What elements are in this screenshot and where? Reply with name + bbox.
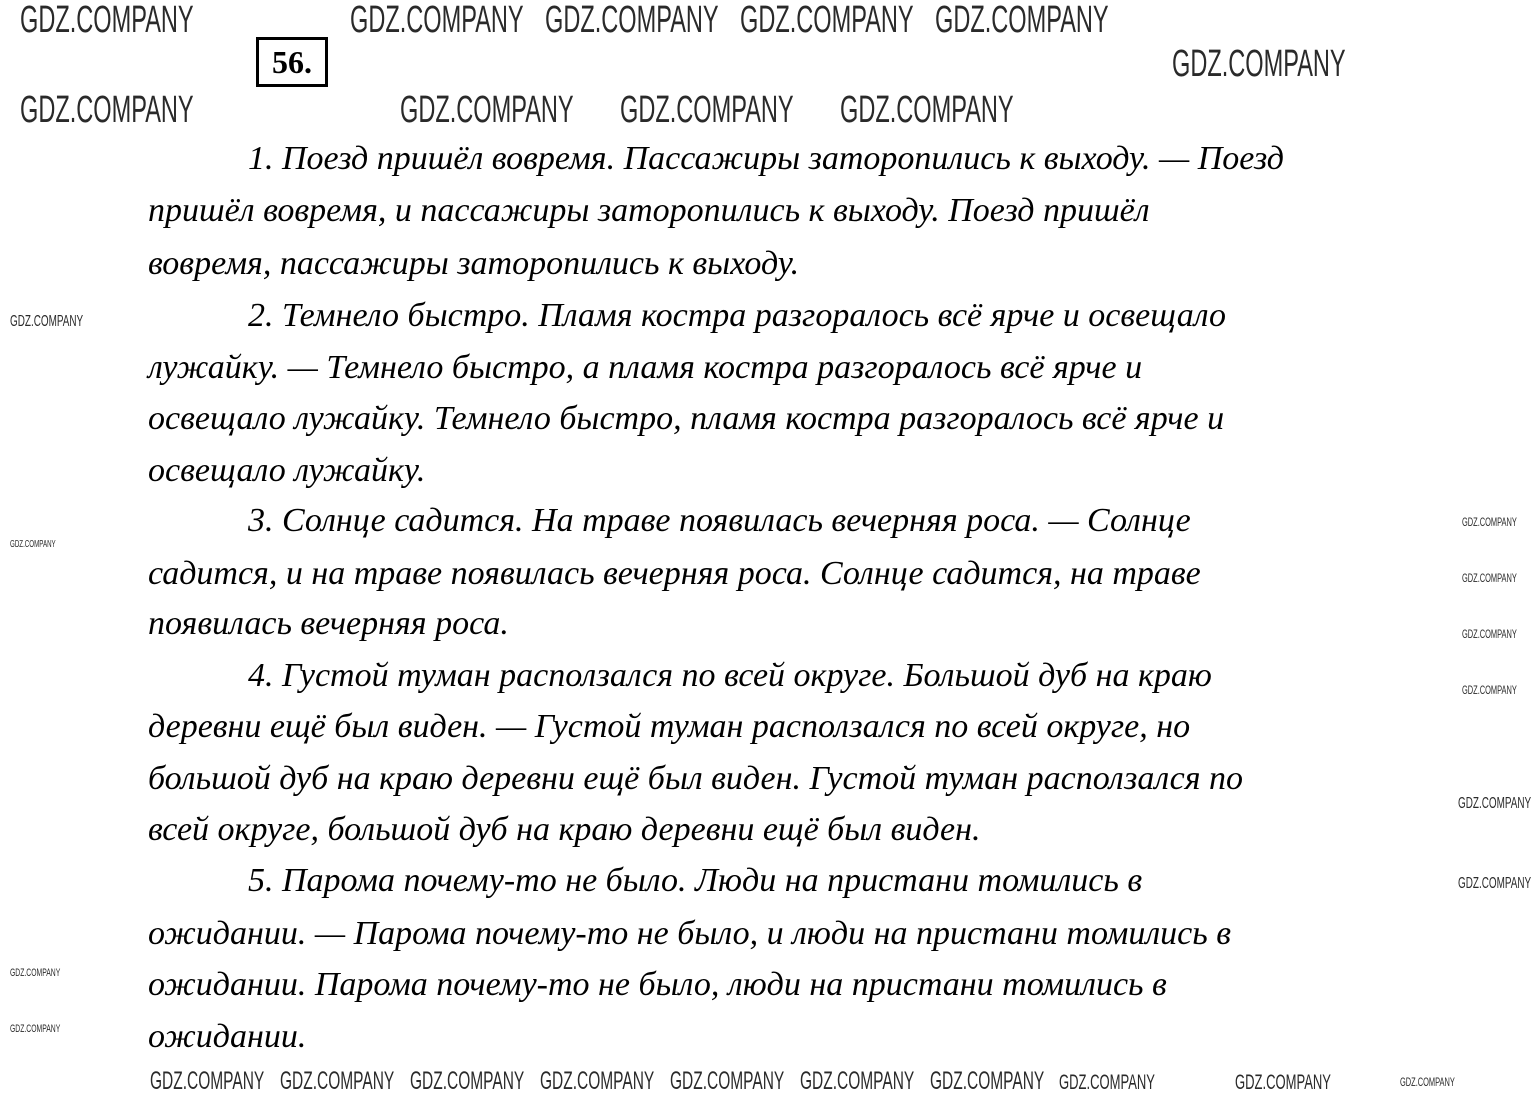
watermark: GDZ.COMPANY bbox=[20, 0, 194, 41]
watermark: GDZ.COMPANY bbox=[1400, 1075, 1455, 1089]
watermark: GDZ.COMPANY bbox=[10, 539, 56, 550]
watermark: GDZ.COMPANY bbox=[410, 1067, 525, 1095]
text-line: 2. Темнело быстро. Пламя костра разгоралось всё ярче и освещало bbox=[248, 297, 1226, 334]
watermark: GDZ.COMPANY bbox=[545, 0, 719, 41]
text-line: 5. Парома почему-то не было. Люди на пристани томились в bbox=[248, 862, 1143, 899]
text-line: ожидании. — Парома почему-то не было, и люди на пристани томились в bbox=[148, 915, 1232, 952]
watermark: GDZ.COMPANY bbox=[1458, 875, 1532, 892]
watermark: GDZ.COMPANY bbox=[10, 967, 61, 979]
text-line: ожидании. bbox=[148, 1018, 307, 1055]
watermark: GDZ.COMPANY bbox=[10, 313, 84, 330]
text-line: 4. Густой туман расползался по всей округе. Большой дуб на краю bbox=[248, 657, 1212, 694]
text-line: лужайку. — Темнело быстро, а пламя костра разгоралось всё ярче и bbox=[148, 349, 1143, 386]
watermark: GDZ.COMPANY bbox=[670, 1067, 785, 1095]
watermark: GDZ.COMPANY bbox=[1462, 571, 1517, 585]
watermark: GDZ.COMPANY bbox=[620, 89, 794, 131]
text-line: деревни ещё был виден. — Густой туман расползался по всей округе, но bbox=[148, 708, 1191, 745]
text-line: освещало лужайку. Темнело быстро, пламя костра разгоралось всё ярче и bbox=[148, 400, 1225, 437]
watermark: GDZ.COMPANY bbox=[1462, 683, 1517, 697]
watermark: GDZ.COMPANY bbox=[1059, 1071, 1155, 1094]
watermark: GDZ.COMPANY bbox=[935, 0, 1109, 41]
watermark: GDZ.COMPANY bbox=[400, 89, 574, 131]
watermark: GDZ.COMPANY bbox=[840, 89, 1014, 131]
text-line: появилась вечерняя роса. bbox=[148, 605, 509, 642]
watermark: GDZ.COMPANY bbox=[1172, 43, 1346, 85]
watermark: GDZ.COMPANY bbox=[20, 89, 194, 131]
text-line: пришёл вовремя, и пассажиры заторопились к выходу. Поезд пришёл bbox=[148, 192, 1150, 229]
watermark: GDZ.COMPANY bbox=[740, 0, 914, 41]
watermark: GDZ.COMPANY bbox=[150, 1067, 265, 1095]
text-line: 1. Поезд пришёл вовремя. Пассажиры заторопились к выходу. — Поезд bbox=[248, 140, 1284, 177]
watermark: GDZ.COMPANY bbox=[1462, 627, 1517, 641]
exercise-number: 56. bbox=[256, 37, 328, 87]
text-line: большой дуб на краю деревни ещё был виден. Густой туман расползался по bbox=[148, 760, 1244, 797]
watermark: GDZ.COMPANY bbox=[800, 1067, 915, 1095]
text-line: ожидании. Парома почему-то не было, люди на пристани томились в bbox=[148, 966, 1167, 1003]
watermark: GDZ.COMPANY bbox=[540, 1067, 655, 1095]
text-line: вовремя, пассажиры заторопились к выходу. bbox=[148, 245, 800, 282]
watermark: GDZ.COMPANY bbox=[1462, 515, 1517, 529]
watermark: GDZ.COMPANY bbox=[930, 1067, 1045, 1095]
text-line: 3. Солнце садится. На траве появилась вечерняя роса. — Солнце bbox=[248, 502, 1191, 539]
watermark: GDZ.COMPANY bbox=[1458, 795, 1532, 812]
watermark: GDZ.COMPANY bbox=[10, 1023, 61, 1035]
text-line: садится, и на траве появилась вечерняя роса. Солнце садится, на траве bbox=[148, 555, 1201, 592]
text-line: освещало лужайку. bbox=[148, 452, 426, 489]
watermark: GDZ.COMPANY bbox=[1235, 1071, 1331, 1094]
watermark: GDZ.COMPANY bbox=[280, 1067, 395, 1095]
text-line: всей округе, большой дуб на краю деревни ещё был виден. bbox=[148, 811, 981, 848]
watermark: GDZ.COMPANY bbox=[350, 0, 524, 41]
